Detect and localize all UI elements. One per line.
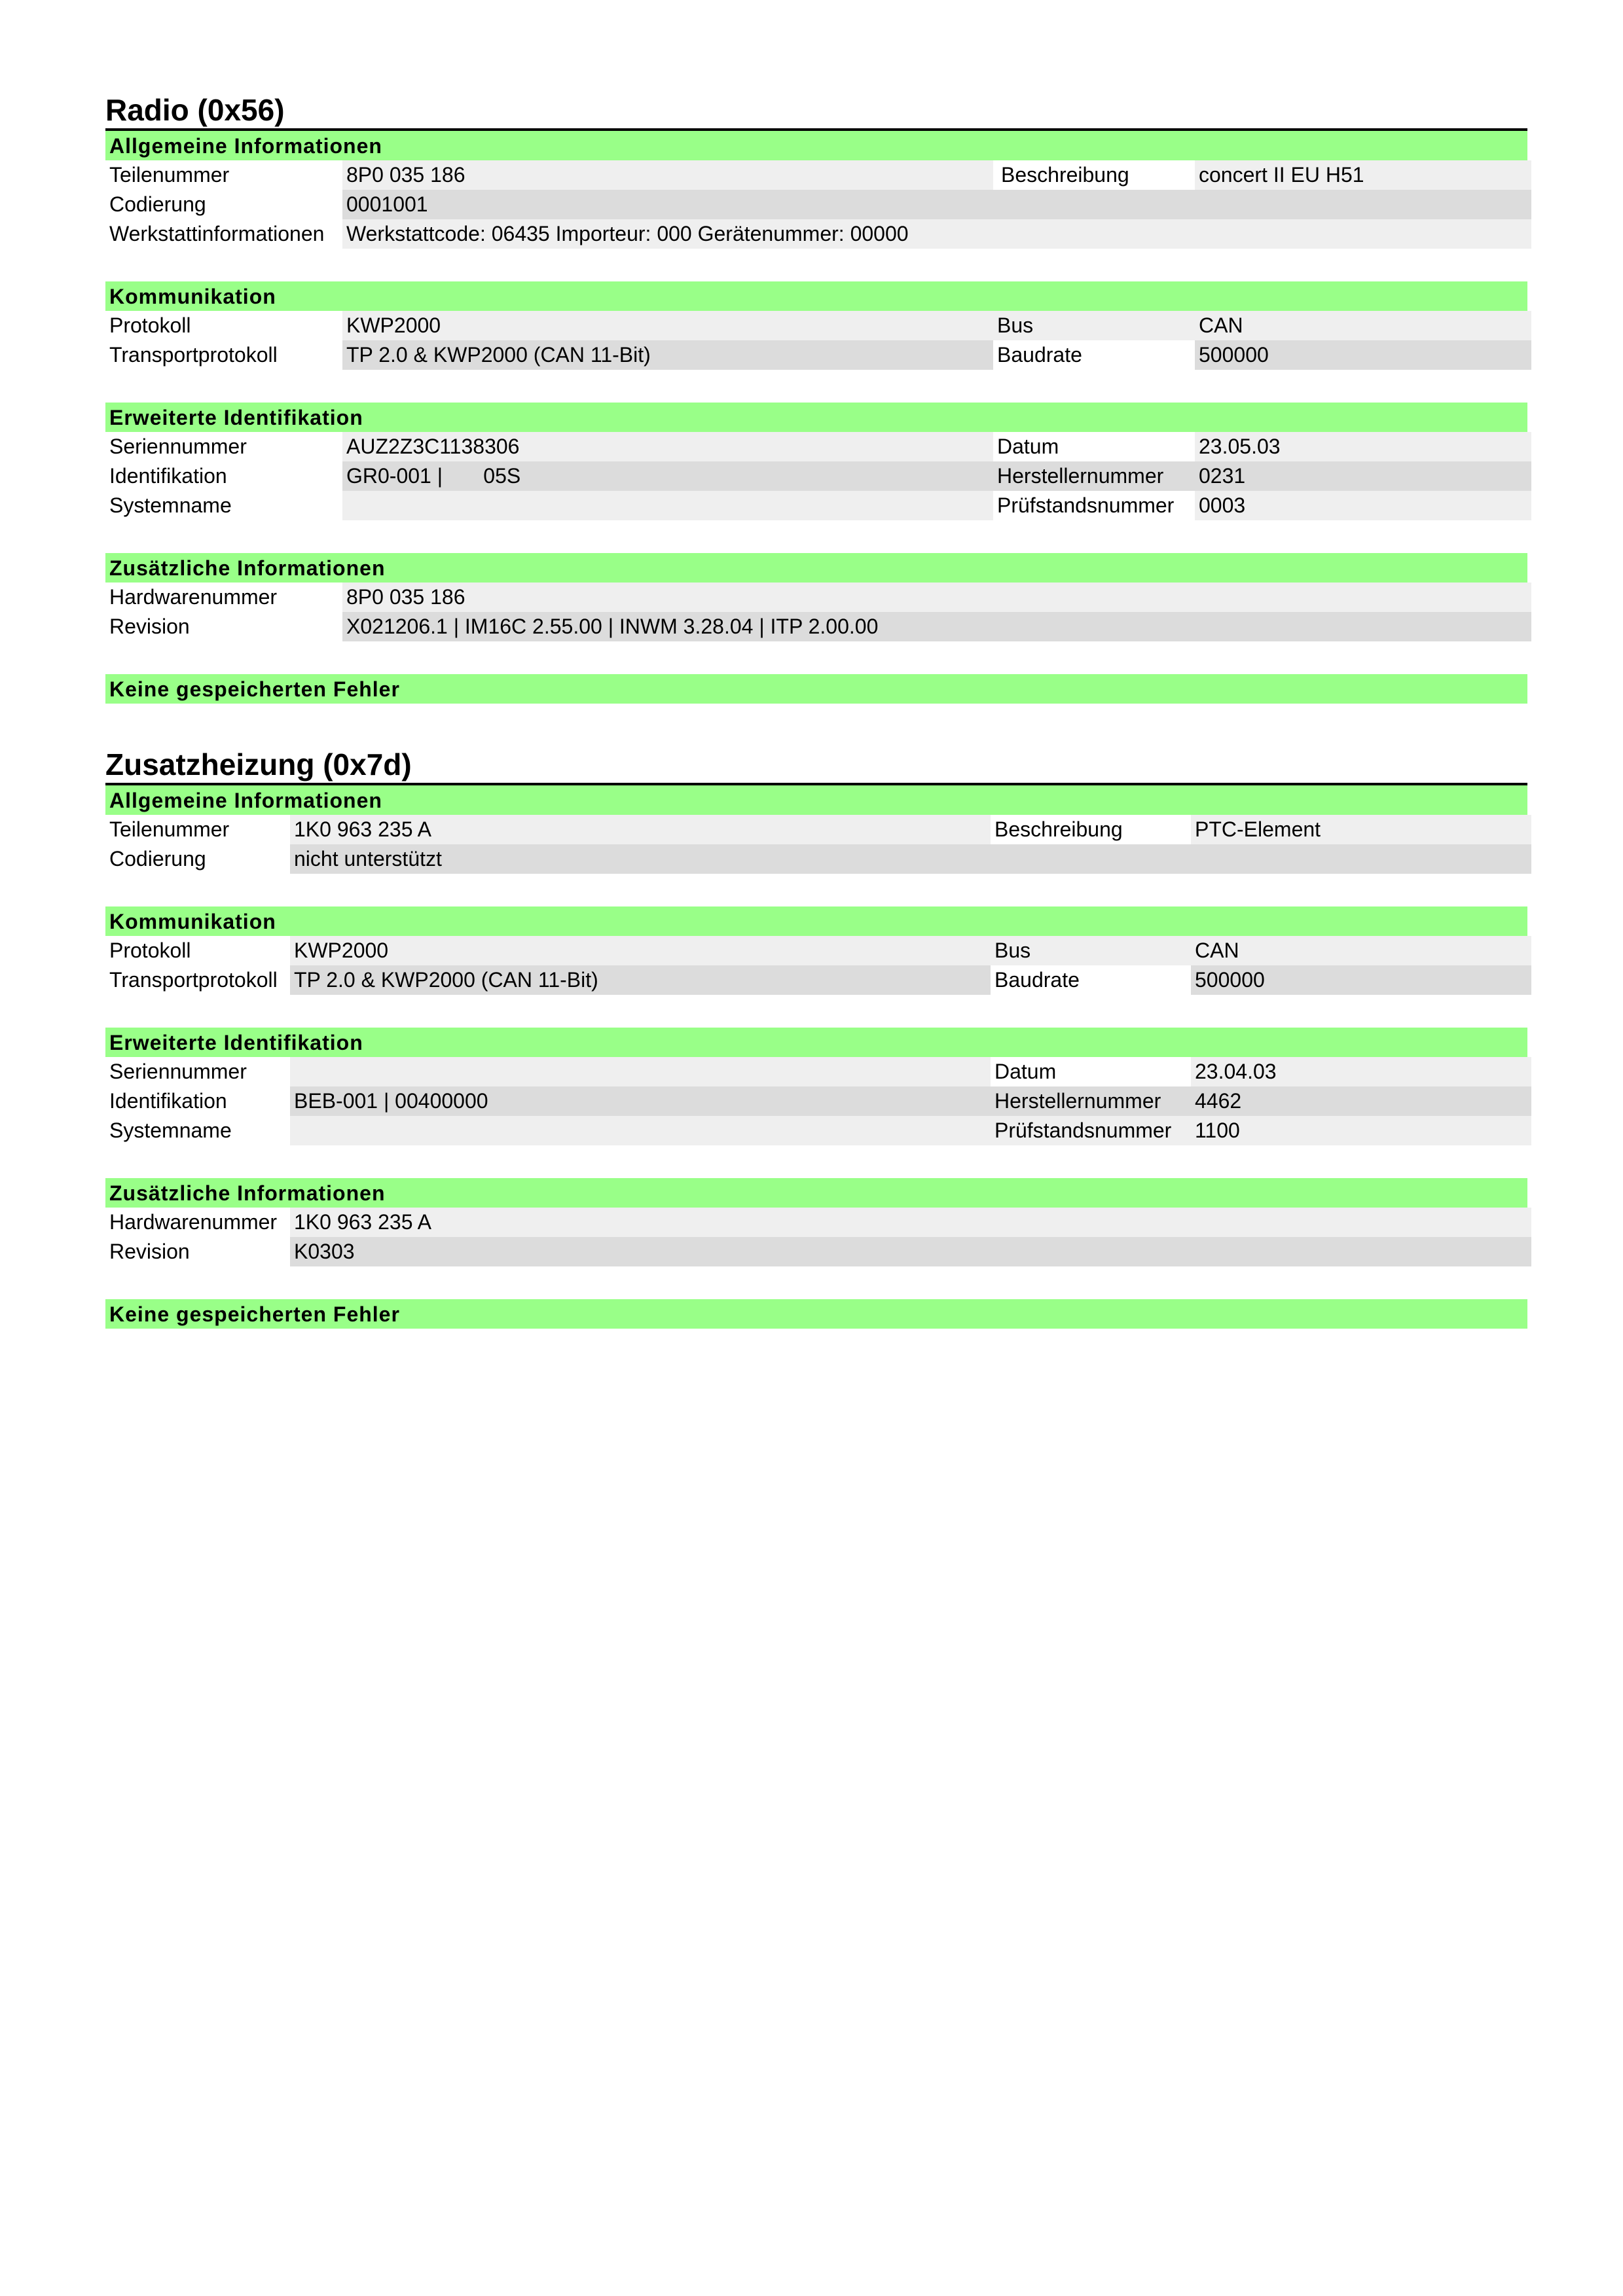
row-hardwarenummer [105, 1208, 1527, 1237]
row-protokoll [105, 936, 1527, 965]
label-teilenummer: Teilenummer [105, 160, 342, 190]
value-teilenummer: 1K0 963 235 A [290, 815, 991, 844]
module-radio [105, 92, 1527, 704]
row-seriennummer [105, 432, 1527, 461]
value-beschreibung: concert II EU H51 [1195, 160, 1531, 190]
section-additional [105, 1178, 1527, 1266]
value-baudrate: 500000 [1191, 965, 1531, 995]
value-protokoll: KWP2000 [290, 936, 991, 965]
value-datum: 23.05.03 [1195, 432, 1531, 461]
label-teilenummer: Teilenummer [105, 815, 290, 844]
label-seriennummer: Seriennummer [105, 432, 342, 461]
value-bus: CAN [1191, 936, 1531, 965]
value-datum: 23.04.03 [1191, 1057, 1531, 1086]
row-systemname [105, 1116, 1527, 1145]
label-bus: Bus [991, 936, 1192, 965]
section-heading: Erweiterte Identifikation [105, 1028, 1527, 1057]
section-faults [105, 674, 1527, 704]
section-extended [105, 1028, 1527, 1145]
label-baudrate: Baudrate [991, 965, 1192, 995]
module-title: Zusatzheizung (0x7d) [105, 747, 412, 781]
row-codierung [105, 844, 1527, 874]
section-heading: Allgemeine Informationen [105, 785, 1527, 815]
value-bus: CAN [1195, 311, 1531, 340]
value-baudrate: 500000 [1195, 340, 1531, 370]
label-codierung: Codierung [105, 190, 342, 219]
label-hardwarenummer: Hardwarenummer [105, 1208, 290, 1237]
label-transport: Transportprotokoll [105, 340, 342, 370]
value-hardwarenummer: 1K0 963 235 A [290, 1208, 1531, 1237]
value-systemname [342, 491, 993, 520]
value-codierung: nicht unterstützt [290, 844, 1531, 874]
faults-heading: Keine gespeicherten Fehler [105, 674, 1527, 704]
label-hardwarenummer: Hardwarenummer [105, 583, 342, 612]
row-transport [105, 340, 1527, 370]
label-revision: Revision [105, 612, 342, 641]
row-systemname [105, 491, 1527, 520]
row-revision [105, 1237, 1527, 1266]
label-beschreibung: Beschreibung [991, 815, 1192, 844]
label-seriennummer: Seriennummer [105, 1057, 290, 1086]
value-codierung: 0001001 [342, 190, 1531, 219]
label-bus: Bus [993, 311, 1195, 340]
section-general [105, 785, 1527, 874]
row-werkstatt [105, 219, 1527, 249]
label-herstellernummer: Herstellernummer [993, 461, 1195, 491]
section-general [105, 131, 1527, 249]
section-heading: Kommunikation [105, 906, 1527, 936]
value-identifikation: GR0-001 | 05S [342, 461, 993, 491]
value-teilenummer: 8P0 035 186 [342, 160, 993, 190]
label-baudrate: Baudrate [993, 340, 1195, 370]
label-protokoll: Protokoll [105, 936, 290, 965]
faults-heading: Keine gespeicherten Fehler [105, 1299, 1527, 1329]
row-revision [105, 612, 1527, 641]
row-teilenummer [105, 160, 1527, 190]
label-identifikation: Identifikation [105, 1086, 290, 1116]
section-heading: Zusätzliche Informationen [105, 553, 1527, 583]
row-identifikation [105, 461, 1527, 491]
module-zusatzheizung [105, 746, 1527, 1329]
label-datum: Datum [991, 1057, 1192, 1086]
row-seriennummer [105, 1057, 1527, 1086]
value-revision: X021206.1 | IM16C 2.55.00 | INWM 3.28.04 | ITP 2.00.00 [342, 612, 1531, 641]
label-pruefstandsnummer: Prüfstandsnummer [993, 491, 1195, 520]
label-transport: Transportprotokoll [105, 965, 290, 995]
value-systemname [290, 1116, 991, 1145]
value-beschreibung: PTC-Element [1191, 815, 1531, 844]
label-systemname: Systemname [105, 1116, 290, 1145]
label-revision: Revision [105, 1237, 290, 1266]
value-transport: TP 2.0 & KWP2000 (CAN 11-Bit) [342, 340, 993, 370]
value-identifikation: BEB-001 | 00400000 [290, 1086, 991, 1116]
value-seriennummer [290, 1057, 991, 1086]
label-werkstatt: Werkstattinformationen [105, 219, 342, 249]
value-pruefstandsnummer: 1100 [1191, 1116, 1531, 1145]
row-transport [105, 965, 1527, 995]
value-werkstatt: Werkstattcode: 06435 Importeur: 000 Gerätenummer: 00000 [342, 219, 1531, 249]
value-transport: TP 2.0 & KWP2000 (CAN 11-Bit) [290, 965, 991, 995]
label-herstellernummer: Herstellernummer [991, 1086, 1192, 1116]
section-heading: Kommunikation [105, 281, 1527, 311]
section-heading: Erweiterte Identifikation [105, 403, 1527, 432]
label-pruefstandsnummer: Prüfstandsnummer [991, 1116, 1192, 1145]
label-codierung: Codierung [105, 844, 290, 874]
section-heading: Allgemeine Informationen [105, 131, 1527, 160]
value-pruefstandsnummer: 0003 [1195, 491, 1531, 520]
value-revision: K0303 [290, 1237, 1531, 1266]
section-additional [105, 553, 1527, 641]
section-communication [105, 906, 1527, 995]
label-datum: Datum [993, 432, 1195, 461]
value-protokoll: KWP2000 [342, 311, 993, 340]
label-beschreibung: Beschreibung [997, 160, 1195, 190]
value-hardwarenummer: 8P0 035 186 [342, 583, 1531, 612]
row-hardwarenummer [105, 583, 1527, 612]
value-seriennummer: AUZ2Z3C1138306 [342, 432, 993, 461]
section-faults [105, 1299, 1527, 1329]
section-communication [105, 281, 1527, 370]
row-protokoll [105, 311, 1527, 340]
section-extended [105, 403, 1527, 520]
section-heading: Zusätzliche Informationen [105, 1178, 1527, 1208]
label-protokoll: Protokoll [105, 311, 342, 340]
value-herstellernummer: 4462 [1191, 1086, 1531, 1116]
module-title: Radio (0x56) [105, 93, 285, 127]
label-systemname: Systemname [105, 491, 342, 520]
label-identifikation: Identifikation [105, 461, 342, 491]
value-herstellernummer: 0231 [1195, 461, 1531, 491]
row-identifikation [105, 1086, 1527, 1116]
row-teilenummer [105, 815, 1527, 844]
row-codierung [105, 190, 1527, 219]
